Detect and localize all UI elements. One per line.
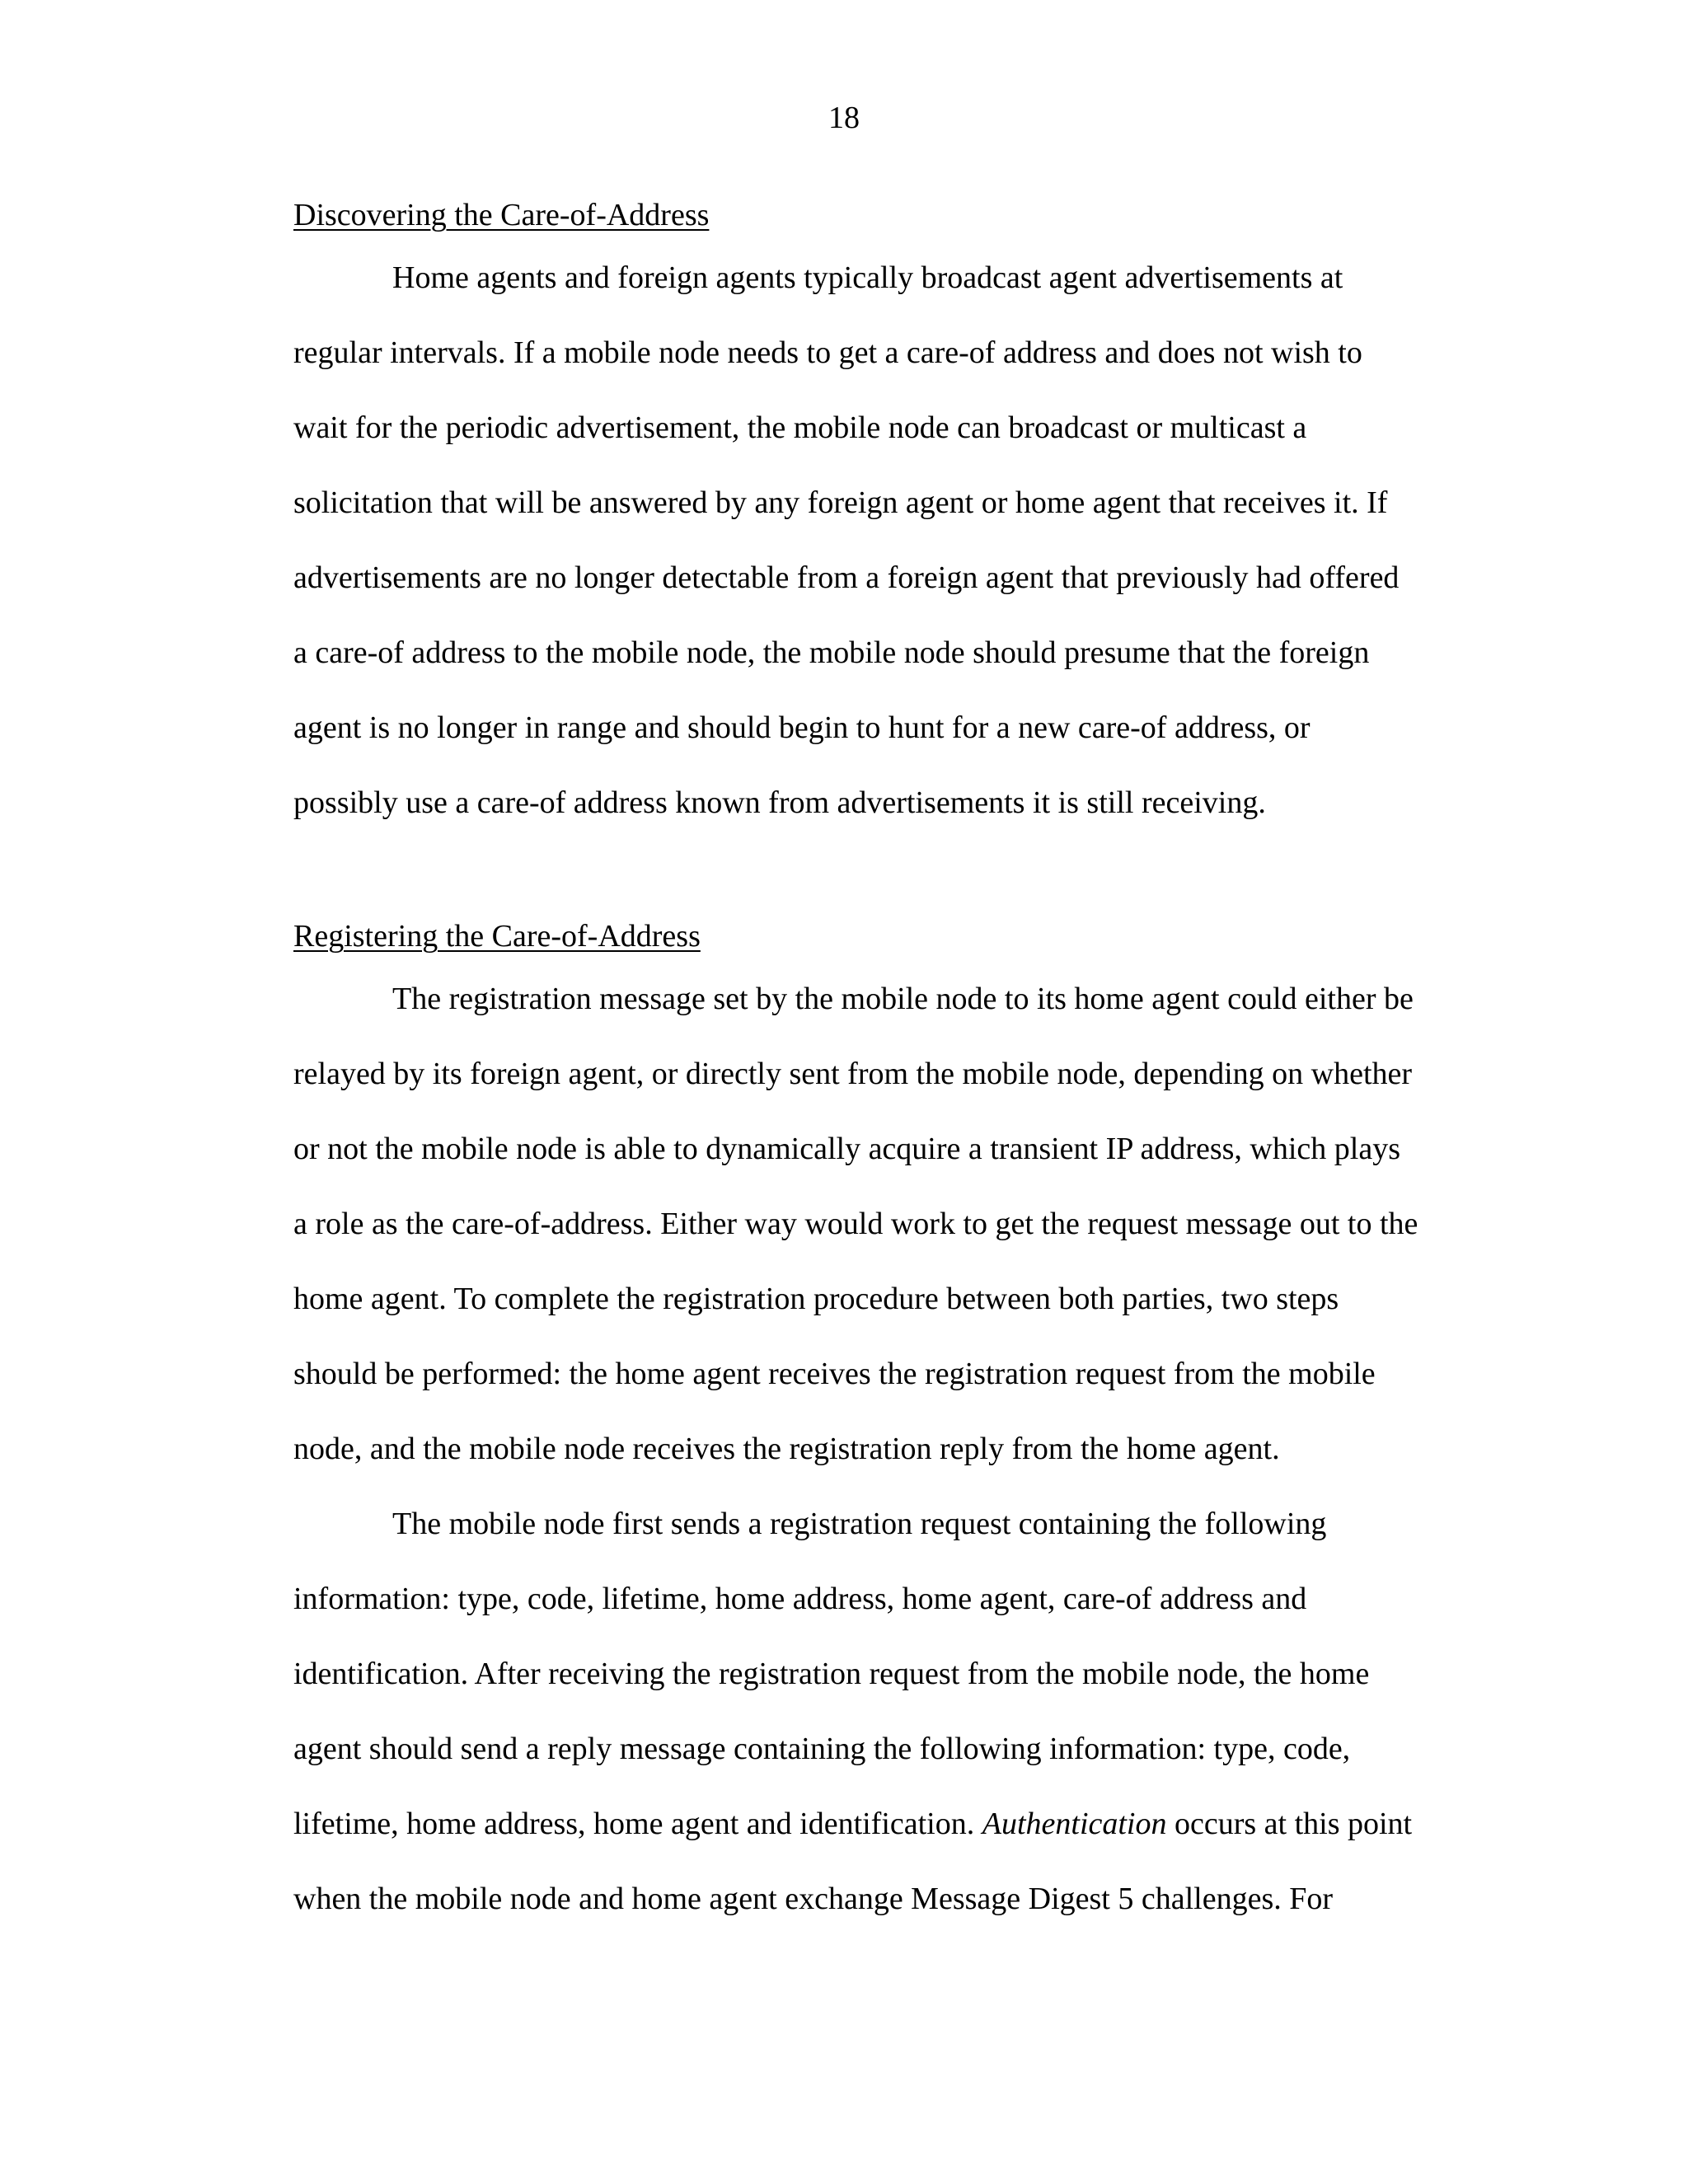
- text-line: information: type, code, lifetime, home address, home agent, care-of address and: [293, 1582, 1307, 1616]
- text-line: advertisements are no longer detectable from a foreign agent that previously had offered: [293, 560, 1400, 595]
- text-line: a role as the care-of-address. Either way would work to get the request message out to the: [293, 1207, 1418, 1241]
- paragraph-registering-1: [293, 962, 1480, 1487]
- text-line: when the mobile node and home agent exchange Message Digest 5 challenges. For: [293, 1882, 1334, 1916]
- section-heading-text: Registering the Care-of-Address: [293, 919, 701, 954]
- text-line: should be performed: the home agent receives the registration request from the mobile: [293, 1357, 1376, 1391]
- line-segment: lifetime, home address, home agent and identification.: [293, 1807, 982, 1841]
- text-line: solicitation that will be answered by any foreign agent or home agent that receives it. If: [293, 485, 1388, 520]
- paragraph-registering-2: [293, 1487, 1480, 1937]
- section-heading-text: Discovering the Care-of-Address: [293, 198, 710, 232]
- text-line: node, and the mobile node receives the registration reply from the home agent.: [293, 1432, 1280, 1466]
- text-line-with-italic: [293, 1787, 1480, 1862]
- text-line: a care-of address to the mobile node, the mobile node should presume that the foreign: [293, 635, 1370, 670]
- text-line: The registration message set by the mobile node to its home agent could either be: [392, 982, 1414, 1016]
- line-segment: occurs at this point: [1166, 1807, 1413, 1841]
- section-heading-discovering: [293, 194, 1480, 236]
- text-line: agent is no longer in range and should begin to hunt for a new care-of address, or: [293, 710, 1311, 745]
- section-heading-registering: [293, 916, 1480, 957]
- text-line: relayed by its foreign agent, or directly sent from the mobile node, depending on whether: [293, 1057, 1413, 1091]
- paragraph-discovering: [293, 241, 1480, 841]
- text-line: possibly use a care-of address known from advertisements it is still receiving.: [293, 785, 1266, 820]
- text-line: agent should send a reply message containing the following information: type, code,: [293, 1732, 1351, 1766]
- text-line: wait for the periodic advertisement, the mobile node can broadcast or multicast a: [293, 410, 1307, 445]
- text-line: or not the mobile node is able to dynamically acquire a transient IP address, which plays: [293, 1132, 1401, 1166]
- text-line: home agent. To complete the registration procedure between both parties, two steps: [293, 1282, 1339, 1316]
- text-line: The mobile node first sends a registration request containing the following: [392, 1507, 1327, 1541]
- text-line: regular intervals. If a mobile node needs to get a care-of address and does not wish to: [293, 335, 1362, 370]
- page-number: 18: [828, 101, 860, 135]
- text-line: identification. After receiving the registration request from the mobile node, the home: [293, 1657, 1370, 1691]
- text-line: Home agents and foreign agents typically broadcast agent advertisements at: [392, 260, 1343, 295]
- document-body: [293, 194, 1480, 1937]
- italic-term-authentication: Authentication: [982, 1807, 1167, 1841]
